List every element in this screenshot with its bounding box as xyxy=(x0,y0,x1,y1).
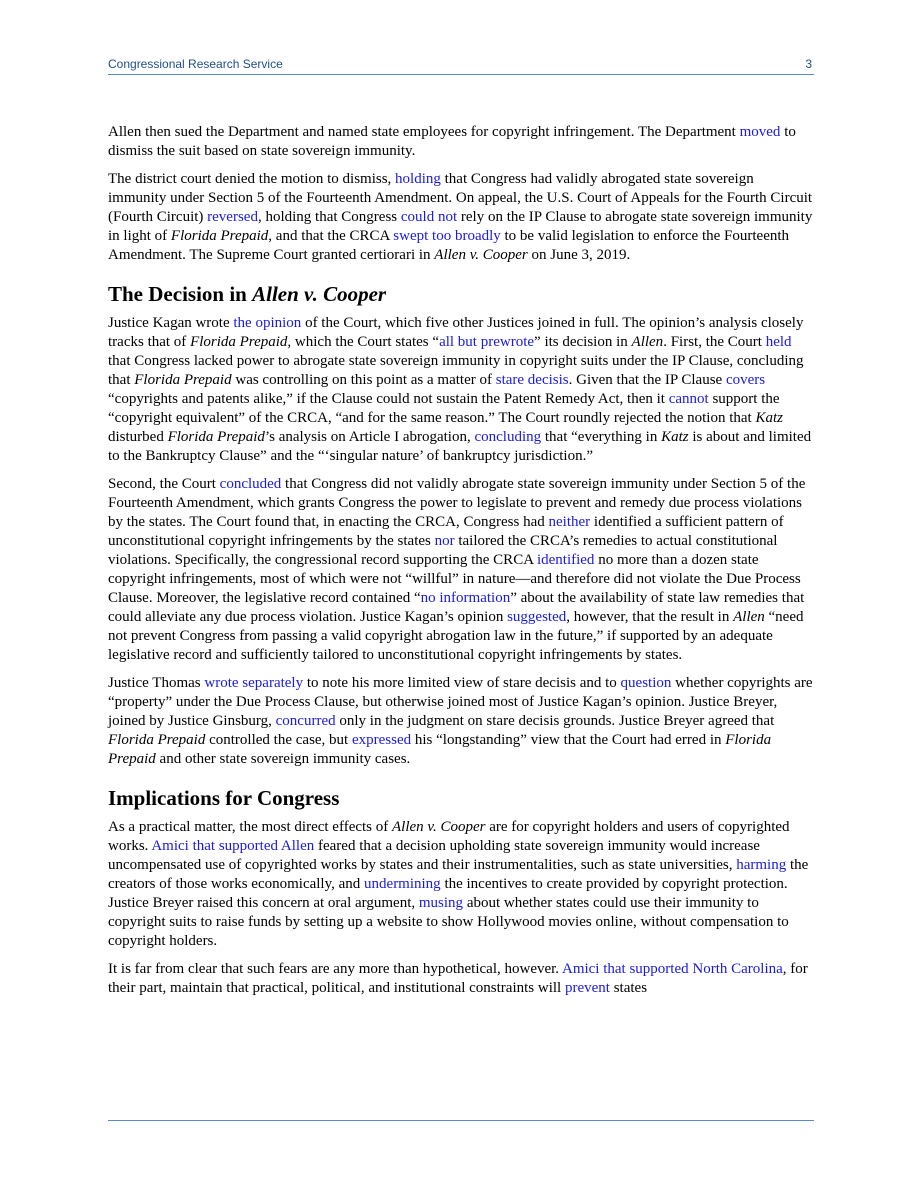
link-question[interactable]: question xyxy=(620,675,672,691)
link-amici-allen[interactable]: Amici that supported Allen xyxy=(151,838,315,854)
heading-decision: The Decision in Allen v. Cooper xyxy=(108,282,387,306)
link-harming[interactable]: harming xyxy=(736,857,787,873)
link-the-opinion[interactable]: the opinion xyxy=(233,315,302,331)
paragraph-7: It is far from clear that such fears are any more than hypothetical, however. Amici that supported North Carolina, for their part, maintain that practical, political, and institutional constraints will prevent states xyxy=(108,961,808,996)
link-holding[interactable]: holding xyxy=(395,171,441,187)
link-undermining[interactable]: undermining xyxy=(364,876,441,892)
paragraph-3: Justice Kagan wrote the opinion of the Court, which five other Justices joined in full. The opinion’s analysis closely tracks that of Florida Prepaid, which the Court states “all but prewrote” its decision in Allen. First, the Court held that Congress lacked power to abrogate state sovereign immunity in copyright suits under the IP Clause, concluding that Florida Prepaid was controlling on this point as a matter of stare decisis. Given that the IP Clause covers “copyrights and patents alike,” if the Clause could not sustain the Patent Remedy Act, then it cannot support the “copyright equivalent” of the CRCA, “and for the same reason.” The Court roundly rejected the notion that Katz disturbed Florida Prepaid’s analysis on Article I abrogation, concluding that “everything in Katz is about and limited to the Bankruptcy Clause” and the “‘singular nature’ of bankruptcy jurisdiction.” xyxy=(108,315,812,464)
link-all-but-prewrote[interactable]: all but prewrote xyxy=(439,334,535,350)
paragraph-4: Second, the Court concluded that Congress did not validly abrogate state sovereign immunity under Section 5 of the Fourteenth Amendment, which grants Congress the power to legislate to prevent and remedy due process violations by the states. The Court found that, in enacting the CRCA, Congress had neither identified a sufficient pattern of unconstitutional copyright infringements by the states nor tailored the CRCA’s remedies to actual constitutional violations. Specifically, the congressional record supporting the CRCA identified no more than a dozen state copyright infringements, most of which were not “willful” in nature—and therefore did not violate the Due Process Clause. Moreover, the legislative record contained “no information” about the availability of state law remedies that could alleviate any due process violation. Justice Kagan’s opinion suggested, however, that the result in Allen “need not prevent Congress from passing a valid copyright abrogation law in the future,” if supported by an adequate legislative record and sufficiently tailored to unconstitutional copyright infringements by states. xyxy=(108,476,806,663)
link-musing[interactable]: musing xyxy=(418,895,464,911)
link-suggested[interactable]: suggested xyxy=(507,609,567,625)
link-concluding[interactable]: concluding xyxy=(474,429,542,445)
link-prevent[interactable]: prevent xyxy=(564,980,610,996)
document-body xyxy=(108,123,814,1007)
link-nor[interactable]: nor xyxy=(434,533,455,549)
link-identified[interactable]: identified xyxy=(536,552,595,568)
link-stare-decisis[interactable]: stare decisis xyxy=(495,372,569,388)
paragraph-1: Allen then sued the Department and named state employees for copyright infringement. The Department moved to dismiss the suit based on state sovereign immunity. xyxy=(108,124,796,159)
link-covers[interactable]: covers xyxy=(725,372,766,388)
link-held[interactable]: held xyxy=(765,334,792,350)
link-reversed[interactable]: reversed xyxy=(207,209,258,225)
page-number: 3 xyxy=(805,57,812,71)
paragraph-6: As a practical matter, the most direct effects of Allen v. Cooper are for copyright holders and users of copyrighted works. Amici that supported Allen feared that a decision upholding state sovereign immunity would increase uncompensated use of copyrighted works by states and their instrumentalities, such as state universities, harming the creators of those works economically, and undermining the incentives to create provided by copyright protection. Justice Breyer raised this concern at oral argument, musing about whether states could use their immunity to copyright suits to raise funds by setting up a website to show Hollywood movies online, without compensation to copyright holders. xyxy=(108,819,809,949)
link-no-information[interactable]: no information xyxy=(420,590,511,606)
link-neither[interactable]: neither xyxy=(548,514,591,530)
link-could-not[interactable]: could not xyxy=(400,209,458,225)
paragraph-5: Justice Thomas wrote separately to note his more limited view of stare decisis and to question whether copyrights are “property” under the Due Process Clause, but otherwise joined most of Justice Kagan’s opinion. Justice Breyer, joined by Justice Ginsburg, concurred only in the judgment on stare decisis grounds. Justice Breyer agreed that Florida Prepaid controlled the case, but expressed his “longstanding” view that the Court had erred in Florida Prepaid and other state sovereign immunity cases. xyxy=(108,675,813,767)
link-moved[interactable]: moved xyxy=(739,124,781,140)
link-expressed[interactable]: expressed xyxy=(351,732,412,748)
link-wrote-separately[interactable]: wrote separately xyxy=(204,675,304,691)
header-org: Congressional Research Service xyxy=(108,57,283,71)
link-cannot[interactable]: cannot xyxy=(668,391,709,407)
link-swept-too-broadly[interactable]: swept too broadly xyxy=(393,228,501,244)
footer-rule xyxy=(108,1120,814,1121)
heading-implications: Implications for Congress xyxy=(108,786,340,810)
link-concluded[interactable]: concluded xyxy=(219,476,282,492)
header-rule xyxy=(108,74,814,75)
paragraph-2: The district court denied the motion to dismiss, holding that Congress had validly abrogated state sovereign immunity under Section 5 of the Fourteenth Amendment. On appeal, the U.S. Court of Appeals for the Fourth Circuit (Fourth Circuit) reversed, holding that Congress could not rely on the IP Clause to abrogate state sovereign immunity in light of Florida Prepaid, and that the CRCA swept too broadly to be valid legislation to enforce the Fourteenth Amendment. The Supreme Court granted certiorari in Allen v. Cooper on June 3, 2019. xyxy=(108,171,813,263)
link-amici-north-carolina[interactable]: Amici that supported North Carolina xyxy=(561,961,783,977)
link-concurred[interactable]: concurred xyxy=(275,713,336,729)
